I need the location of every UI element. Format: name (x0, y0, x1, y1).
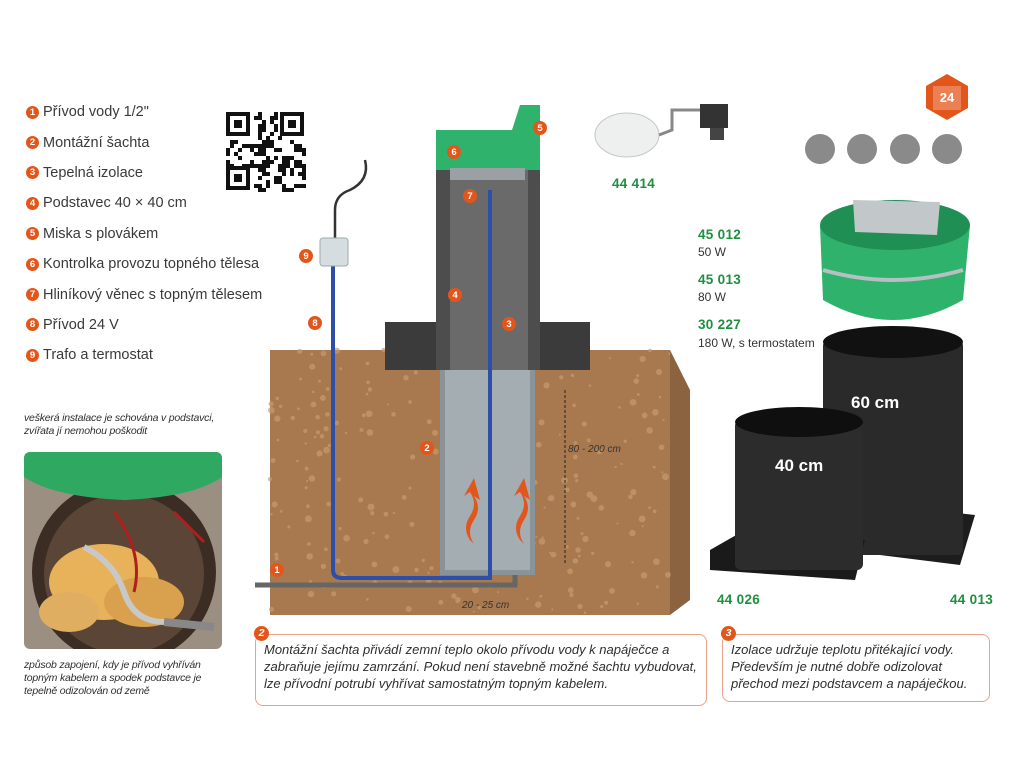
legend-label: Kontrolka provozu topného tělesa (43, 256, 260, 273)
legend-label: Podstavec 40 × 40 cm (43, 195, 187, 212)
heater-desc-1: 50 W (698, 245, 727, 259)
legend-item (26, 340, 262, 370)
info-box-shaft-number: 2 (254, 626, 269, 641)
legend-item (26, 249, 262, 279)
cow-icon (847, 134, 877, 164)
heater-code-2: 45 013 (698, 272, 742, 287)
legend-number: 1 (26, 106, 39, 119)
goat-icon (890, 134, 920, 164)
callout-4: 4 (448, 288, 462, 302)
callout-1: 1 (270, 563, 284, 577)
legend-number: 9 (26, 349, 39, 362)
legend-item (26, 310, 262, 340)
base-small-label: 40 cm (775, 456, 824, 475)
legend-number: 4 (26, 197, 39, 210)
width-label: 20 - 25 cm (462, 600, 510, 611)
heater-desc-3: 180 W, s termostatem (698, 336, 815, 350)
info-box-shaft (255, 627, 707, 706)
legend-number: 5 (26, 227, 39, 240)
callout-6: 6 (447, 145, 461, 159)
float-code: 44 414 (612, 176, 656, 191)
sheep-icon (932, 134, 962, 164)
legend-label: Hliníkový věnec s topným tělesem (43, 286, 263, 303)
bases-image (705, 180, 990, 590)
legend-item (26, 279, 262, 309)
legend-label: Trafo a termostat (43, 347, 153, 364)
legend-number: 8 (26, 318, 39, 331)
info-box-insulation-text: Izolace udržuje teplotu přitékající vody. Především je nutné dobře odizolovat přechod mezi podstavcem a napáječkou. (731, 642, 968, 691)
callout-2: 2 (420, 441, 434, 455)
depth-label: 80 - 200 cm (568, 444, 621, 455)
heater-code-1: 45 012 (698, 227, 742, 242)
legend-item (26, 219, 262, 249)
callout-9: 9 (299, 249, 313, 263)
info-box-insulation (722, 627, 990, 702)
info-box-shaft-text: Montážní šachta přivádí zemní teplo okolo přívodu vody k napáječce a zabraňuje jejímu zamrzání. Pokud není stavebně možné šachtu vybudovat, lze přívodní potrubí vyhřívat samostatným topným kabelem. (264, 642, 697, 691)
installation-photo (24, 452, 222, 649)
legend-label: Tepelná izolace (43, 164, 143, 181)
heater-code-3: 30 227 (698, 317, 742, 332)
callout-5: 5 (533, 121, 547, 135)
heater-desc-2: 80 W (698, 290, 727, 304)
legend-label: Přívod vody 1/2" (43, 104, 149, 121)
base-large-label: 60 cm (851, 393, 900, 412)
24v-label: 24 (939, 90, 955, 105)
callout-8: 8 (308, 316, 322, 330)
legend-number: 3 (26, 166, 39, 179)
base-large-code: 44 013 (950, 592, 994, 607)
legend-label: Přívod 24 V (43, 316, 119, 333)
base-small-code: 44 026 (717, 592, 761, 607)
legend-number: 6 (26, 258, 39, 271)
legend-number: 7 (26, 288, 39, 301)
legend-label: Miska s plovákem (43, 225, 159, 242)
photo-caption-bottom: způsob zapojení, kdy je přívod vyhříván topným kabelem a spodek podstavce je tepelně odizolován od země (24, 659, 202, 697)
callout-3: 3 (502, 317, 516, 331)
legend-number: 2 (26, 136, 39, 149)
legend-label: Montážní šachta (43, 134, 150, 151)
callout-7: 7 (463, 189, 477, 203)
info-box-insulation-number: 3 (721, 626, 736, 641)
legend-item (26, 188, 262, 218)
photo-caption-top: veškerá instalace je schována v podstavci, zvířata jí nemohou poškodit (24, 412, 215, 437)
float-valve-image (592, 100, 742, 170)
calf-icon (805, 134, 835, 164)
